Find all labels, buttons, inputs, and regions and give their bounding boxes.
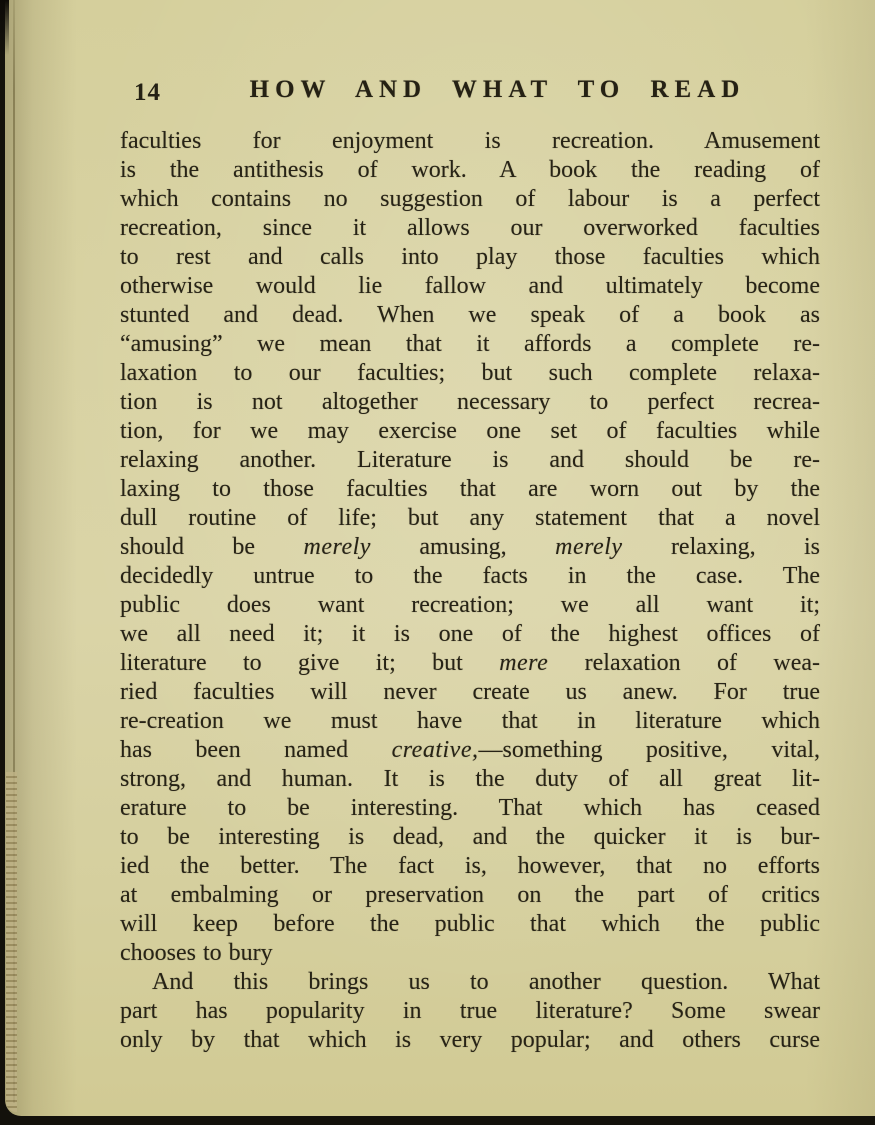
text-segment: literature to give it; but [120, 650, 500, 676]
running-title: HOW AND WHAT TO READ [249, 76, 746, 103]
text-line [120, 997, 820, 1026]
corner-shadow [0, 0, 9, 55]
italic-text: creative, [391, 737, 479, 763]
text-line [120, 910, 820, 939]
text-line [120, 968, 820, 997]
page-number: 14 [134, 79, 161, 106]
text-segment: at embalming or preservation on the part of critics [120, 882, 820, 908]
text-segment: ried faculties will never create us anew. For true [120, 679, 820, 705]
text-line [120, 272, 820, 301]
text-line [120, 417, 820, 446]
text-line [120, 794, 820, 823]
text-line [120, 446, 820, 475]
italic-text: merely [555, 534, 623, 560]
text-segment: stunted and dead. When we speak of a book as [120, 302, 820, 328]
italic-text: mere [499, 650, 549, 676]
page-stack-edge [6, 772, 17, 1112]
text-segment: dull routine of life; but any statement that a novel [120, 505, 820, 531]
book-page [5, 0, 875, 1116]
text-line [120, 678, 820, 707]
text-segment: will keep before the public that which the public [120, 911, 820, 937]
text-line [120, 214, 820, 243]
text-line [120, 881, 820, 910]
text-segment: is the antithesis of work. A book the reading of [120, 157, 820, 183]
text-segment: otherwise would lie fallow and ultimately become [120, 273, 820, 299]
text-segment: only by that which is very popular; and others curse [120, 1027, 820, 1053]
text-segment: tion, for we may exercise one set of faculties while [120, 418, 820, 444]
text-segment: has been named [120, 737, 392, 763]
text-segment: faculties for enjoyment is recreation. Amusement [120, 128, 820, 154]
text-line [120, 156, 820, 185]
text-line [120, 533, 820, 562]
text-segment: laxation to our faculties; but such complete relaxa- [120, 360, 820, 386]
text-segment: to rest and calls into play those faculties which [120, 244, 820, 270]
text-segment: erature to be interesting. That which has ceased [120, 795, 820, 821]
text-line [120, 649, 820, 678]
text-line [120, 736, 820, 765]
text-segment: strong, and human. It is the duty of all great lit- [120, 766, 820, 792]
text-line [120, 243, 820, 272]
text-segment: chooses to bury [120, 940, 273, 966]
text-segment: public does want recreation; we all want it; [120, 592, 820, 618]
text-segment: part has popularity in true literature? Some swear [120, 998, 820, 1024]
text-segment: decidedly untrue to the facts in the case. The [120, 563, 820, 589]
body-text [120, 127, 820, 1055]
text-segment: amusing, [370, 534, 556, 560]
text-line [120, 591, 820, 620]
text-line [120, 185, 820, 214]
text-line [120, 765, 820, 794]
text-segment: we all need it; it is one of the highest offices of [120, 621, 820, 647]
text-segment: re-creation we must have that in literature which [120, 708, 820, 734]
text-line [120, 504, 820, 533]
text-line [120, 852, 820, 881]
text-segment: relaxing another. Literature is and should be re- [120, 447, 820, 473]
text-line [120, 823, 820, 852]
text-segment: ied the better. The fact is, however, that no efforts [120, 853, 820, 879]
text-segment: relaxing, is [622, 534, 821, 560]
text-line [120, 939, 820, 968]
text-segment: —something positive, vital, [478, 737, 820, 763]
text-segment: which contains no suggestion of labour is a perfect [120, 186, 820, 212]
italic-text: merely [303, 534, 371, 560]
text-segment: And this brings us to another question. What [152, 969, 820, 995]
text-segment: recreation, since it allows our overworked faculties [120, 215, 820, 241]
text-line [120, 1026, 820, 1055]
page-header [120, 76, 820, 112]
text-segment: to be interesting is dead, and the quicker it is bur- [120, 824, 820, 850]
text-segment: should be [120, 534, 304, 560]
text-line [120, 301, 820, 330]
text-line [120, 475, 820, 504]
text-segment: tion is not altogether necessary to perfect recrea- [120, 389, 820, 415]
text-line [120, 707, 820, 736]
text-segment: relaxation of wea- [548, 650, 820, 676]
text-line [120, 562, 820, 591]
text-line [120, 620, 820, 649]
text-line [120, 388, 820, 417]
text-line [120, 127, 820, 156]
text-line [120, 330, 820, 359]
text-line [120, 359, 820, 388]
text-segment: “amusing” we mean that it affords a complete re- [120, 331, 820, 357]
text-segment: laxing to those faculties that are worn out by the [120, 476, 820, 502]
